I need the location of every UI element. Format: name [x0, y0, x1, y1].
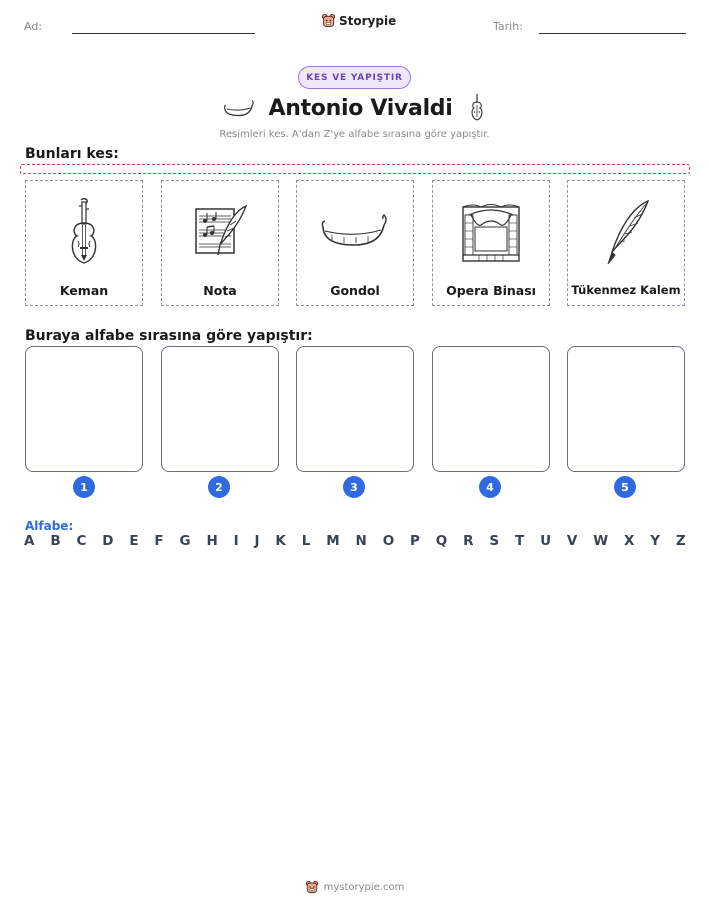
alphabet-label: Alfabe:: [25, 519, 74, 533]
alphabet-letter: W: [593, 533, 609, 549]
gondola-icon: [320, 213, 390, 253]
cut-card-gondol[interactable]: [296, 180, 414, 306]
alphabet-letter: Q: [435, 533, 448, 549]
slot-number-1: 1: [73, 476, 95, 498]
alphabet-letter: L: [301, 533, 311, 549]
gondola-icon: [223, 97, 255, 119]
paste-slot-5[interactable]: [567, 346, 685, 472]
alphabet-letter: U: [540, 533, 552, 549]
alphabet-letter: P: [410, 533, 420, 549]
paste-slot-3[interactable]: [296, 346, 414, 472]
card-label: Tükenmez Kalem: [571, 283, 681, 297]
alphabet-letter: E: [129, 533, 139, 549]
alphabet-letter: S: [489, 533, 500, 549]
slot-number-3: 3: [343, 476, 365, 498]
sheet-music-icon: [190, 203, 250, 263]
alphabet-letter: J: [254, 533, 260, 549]
activity-badge: KES VE YAPIŞTIR: [298, 66, 411, 89]
instructions: Resimleri kes. A'dan Z'ye alfabe sırasına göre yapıştır.: [219, 129, 490, 140]
card-label: Nota: [203, 283, 237, 298]
alphabet-letter: R: [463, 533, 474, 549]
violin-icon: [64, 197, 104, 269]
alphabet-letter: M: [326, 533, 340, 549]
paste-slot-4[interactable]: [432, 346, 550, 472]
card-label: Gondol: [330, 283, 380, 298]
name-label: Ad:: [24, 20, 43, 33]
alphabet-letter: G: [179, 533, 191, 549]
paste-heading: Buraya alfabe sırasına göre yapıştır:: [25, 328, 313, 344]
alphabet-letter: C: [76, 533, 87, 549]
alphabet-letter: O: [382, 533, 395, 549]
page-title: Antonio Vivaldi: [268, 95, 453, 121]
violin-icon: [467, 93, 487, 123]
alphabet-letter: B: [50, 533, 61, 549]
card-label: Keman: [59, 283, 109, 298]
alphabet-row: [24, 533, 686, 549]
storypie-mascot-icon: [321, 13, 336, 28]
alphabet-letter: Y: [650, 533, 661, 549]
footer-website[interactable]: mystorypie.com: [323, 881, 405, 893]
cut-card-keman[interactable]: [25, 180, 143, 306]
paste-slot-1[interactable]: [25, 346, 143, 472]
alphabet-letter: V: [566, 533, 578, 549]
footer: [0, 880, 709, 894]
slot-number-4: 4: [479, 476, 501, 498]
cut-card-nota[interactable]: [161, 180, 279, 306]
alphabet-letter: H: [206, 533, 218, 549]
alphabet-letter: N: [355, 533, 367, 549]
cut-line: [20, 164, 690, 174]
quill-pen-icon: [598, 198, 654, 268]
slot-number-2: 2: [208, 476, 230, 498]
brand-logo: [321, 13, 396, 28]
title-row: [0, 92, 709, 124]
opera-house-icon: [459, 201, 523, 265]
alphabet-letter: X: [623, 533, 635, 549]
alphabet-letter: K: [275, 533, 286, 549]
alphabet-letter: I: [233, 533, 239, 549]
alphabet-letter: D: [102, 533, 114, 549]
alphabet-letter: Z: [675, 533, 686, 549]
brand-name: Storypie: [339, 13, 397, 28]
storypie-mascot-icon: [305, 880, 319, 894]
alphabet-letter: A: [24, 533, 35, 549]
date-label: Tarih:: [493, 20, 523, 33]
cut-card-opera-binasi[interactable]: [432, 180, 550, 306]
date-line[interactable]: [539, 33, 686, 34]
cut-heading: Bunları kes:: [25, 146, 119, 162]
alphabet-letter: T: [515, 533, 525, 549]
alphabet-letter: F: [154, 533, 164, 549]
card-label: Opera Binası: [446, 283, 536, 298]
name-line[interactable]: [72, 33, 255, 34]
slot-number-5: 5: [614, 476, 636, 498]
cut-card-tukenmez-kalem[interactable]: [567, 180, 685, 306]
paste-slot-2[interactable]: [161, 346, 279, 472]
